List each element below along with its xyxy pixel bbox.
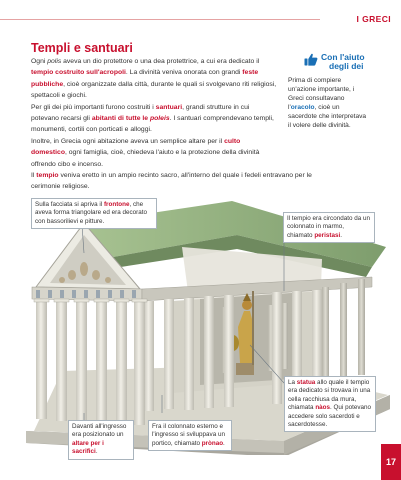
page-title: Templi e santuari: [31, 41, 133, 55]
text-run: . La divinità veniva onorata con grandi: [125, 69, 243, 77]
sidebar-text: [288, 77, 370, 130]
callout-altare: [68, 420, 134, 460]
text-run: abitanti di tutte le: [91, 115, 150, 123]
text-run: .: [95, 448, 98, 456]
thumbs-up-icon: [304, 53, 318, 66]
paragraph: [31, 102, 277, 136]
header-rule: [0, 19, 320, 20]
callout-pronao: [148, 420, 232, 451]
sidebar-heading: [304, 53, 370, 71]
text-run: , che aveva forma triangolare ed era decorato con bassorilievi e pitture.: [35, 201, 148, 225]
text-run: santuari: [155, 103, 183, 111]
text-run: . Qui potevano accedere solo sacerdoti e sacerdotesse.: [288, 404, 371, 429]
text-run: Davanti all'ingresso era posizionato un: [72, 423, 127, 439]
text-run: Ogni: [31, 58, 48, 65]
oracle-sidebar: [288, 53, 370, 163]
page-number: 17: [381, 444, 401, 480]
text-run: poleis: [149, 115, 170, 123]
text-run: allo quale il tempio era dedicato si trovava in una cella racchiusa da mura, chiamata: [288, 379, 371, 412]
paragraph: [31, 136, 277, 170]
main-text: [31, 56, 277, 170]
text-run: polis: [47, 58, 62, 65]
text-run: Fra il colonnato esterno e l'ingresso si sviluppava un portico, chiamato: [152, 423, 225, 447]
text-run: nàos: [315, 404, 331, 412]
text-run: , cioè organizzate dalla città, durante le quali si svolgevano riti religiosi, spettacoli e giochi.: [31, 80, 277, 100]
text-run: .: [223, 439, 225, 447]
callout-naos: [284, 376, 376, 432]
text-run: peristasi: [314, 231, 341, 239]
text-run: frontone: [103, 201, 130, 208]
text-run: altare per i sacrifici: [72, 439, 104, 456]
text-run: tempio: [36, 172, 59, 179]
sidebar-title-line2: degli dei: [329, 61, 364, 71]
callout-frontone: [31, 198, 157, 229]
text-run: aveva un dio protettore o una dea protettrice, a cui era dedicato il: [61, 58, 260, 65]
text-run: prònao: [201, 439, 224, 447]
paragraph: [31, 56, 277, 102]
text-run: veniva eretto in un ampio recinto sacro, all'interno del quale i fedeli entravano per le cerimonie religiose.: [31, 172, 312, 190]
section-label: I GRECI: [356, 14, 391, 24]
text-run: , grandi strutture in cui potevano recarsi gli: [31, 103, 250, 123]
illustration-caption: [31, 170, 331, 192]
text-run: oracolo: [290, 103, 315, 111]
text-run: feste pubbliche: [31, 69, 259, 88]
sidebar-title-line1: Con l'aiuto: [321, 52, 365, 62]
text-run: .: [340, 231, 342, 239]
text-run: , cioè un sacerdote che interpretava il volere delle divinità.: [288, 103, 367, 129]
text-run: Sulla facciata si apriva il: [35, 201, 104, 208]
section-header: [0, 11, 401, 29]
text-run: Il tempio era circondato da un colonnato in marmo, chiamato: [287, 215, 370, 239]
text-run: Prima di compiere un'azione importante, i Greci consultavano l': [288, 77, 355, 111]
text-run: Il: [31, 172, 37, 179]
text-run: , ogni famiglia, cioè, chiedeva l'aiuto e la protezione della divinità offrendo cibo e incenso.: [31, 149, 260, 168]
text-run: statua: [296, 379, 316, 386]
text-run: Inoltre, in Grecia ogni abitazione aveva un semplice altare per il: [31, 137, 225, 145]
text-run: tempio costruito sull'acropoli: [31, 69, 126, 77]
text-run: Per gli dei più importanti furono costruiti i: [31, 103, 156, 111]
text-run: . I santuari comprendevano templi, monumenti, cortili con porticati e alloggi.: [31, 115, 274, 134]
text-run: culto domestico: [31, 137, 241, 157]
text-run: La: [288, 379, 297, 386]
callout-peristasi: [283, 212, 375, 243]
